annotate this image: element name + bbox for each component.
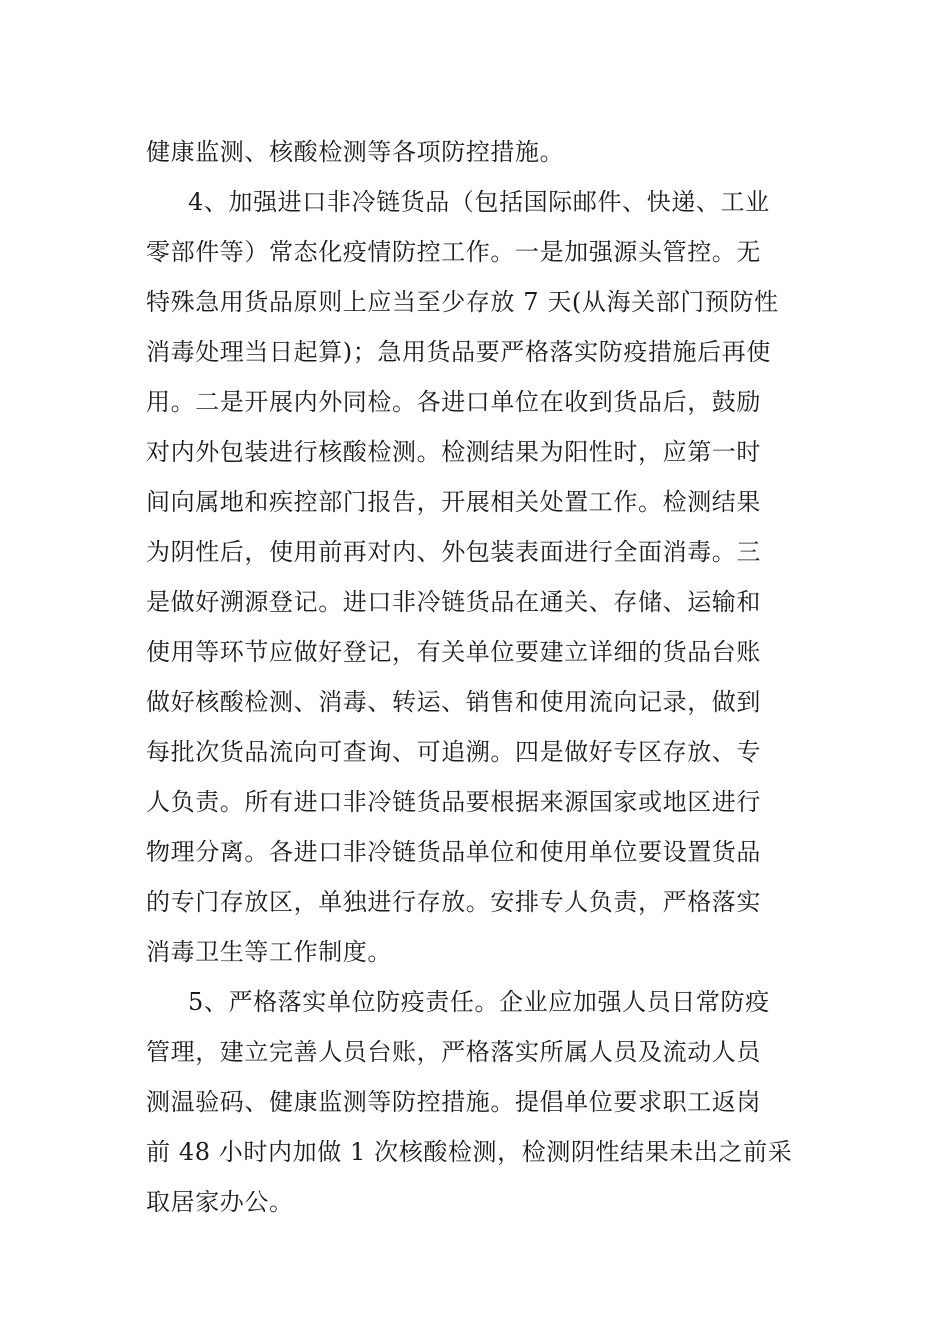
document-body [146,127,806,1227]
text-line-7: 对内外包装进行核酸检测。检测结果为阳性时，应第一时 [146,438,761,466]
text-line-11: 使用等环节应做好登记，有关单位要建立详细的货品台账 [146,638,761,666]
text-line-8: 间向属地和疾控部门报告，开展相关处置工作。检测结果 [146,488,761,516]
text-line-6: 用。二是开展内外同检。各进口单位在收到货品后，鼓励 [146,388,761,416]
text-line-22: 取居家办公。 [146,1188,294,1216]
text-line-1: 健康监测、核酸检测等各项防控措施。 [146,138,565,166]
text-line-4: 特殊急用货品原则上应当至少存放 7 天(从海关部门预防性 [146,288,779,316]
text-line-10: 是做好溯源登记。进口非冷链货品在通关、存储、运输和 [146,588,761,616]
text-line-9: 为阴性后，使用前再对内、外包装表面进行全面消毒。三 [146,538,761,566]
text-line-20: 测温验码、健康监测等防控措施。提倡单位要求职工返岗 [146,1088,761,1116]
text-line-12: 做好核酸检测、消毒、转运、销售和使用流向记录，做到 [146,688,761,716]
text-line-13: 每批次货品流向可查询、可追溯。四是做好专区存放、专 [146,738,761,766]
paragraph-5-start: 5、严格落实单位防疫责任。企业应加强人员日常防疫 [188,988,770,1016]
text-line-16: 的专门存放区，单独进行存放。安排专人负责，严格落实 [146,888,761,916]
text-line-14: 人负责。所有进口非冷链货品要根据来源国家或地区进行 [146,788,761,816]
text-line-15: 物理分离。各进口非冷链货品单位和使用单位要设置货品 [146,838,761,866]
text-line-21: 前 48 小时内加做 1 次核酸检测，检测阴性结果未出之前采 [146,1138,793,1166]
text-line-17: 消毒卫生等工作制度。 [146,938,392,966]
text-line-3: 零部件等）常态化疫情防控工作。一是加强源头管控。无 [146,238,761,266]
text-line-5: 消毒处理当日起算)；急用货品要严格落实防疫措施后再使 [146,338,771,366]
paragraph-4-start: 4、加强进口非冷链货品（包括国际邮件、快递、工业 [188,188,770,216]
text-line-19: 管理，建立完善人员台账，严格落实所属人员及流动人员 [146,1038,761,1066]
